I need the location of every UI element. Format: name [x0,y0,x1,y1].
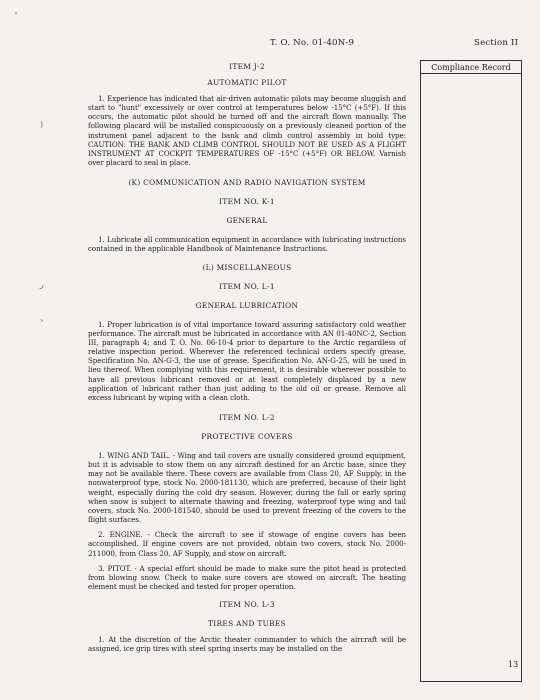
item-heading: ITEM NO. L-3 [219,600,275,610]
paragraph: 1. Experience has indicated that air-driven automatic pilots may become sluggish and start to "hunt" excessively or over control at temperatures below -15°C (+5°F). If this occurs, the automatic pilot should be turned off and the aircraft flown manually. The following placard will be installed conspicuously on a previously cleaned portion of the instrument panel adjacent to the bank and climb control assembly in bold type: CAUTION: THE BANK AND CLIMB CONTROL SHOULD NOT BE USED AS A FLIGHT INSTRUMENT AT COCKPIT TEMPERATURES OF -15°C (+5°F) OR BELOW. Varnish over placard to seal in place. [88,94,406,168]
paragraph: 1. At the discretion of the Arctic theater commander to which the aircraft will be assigned, ice grip tires with steel spring inserts may be installed on the [88,635,406,654]
item-title: GENERAL LUBRICATION [195,300,299,310]
document-body [88,62,406,653]
section-heading: (K) COMMUNICATION AND RADIO NAVIGATION SYSTEM [128,178,366,188]
paragraph: 1. WING AND TAIL. - Wing and tail covers are usually considered ground equipment, but it is advisable to stow them on any aircraft destined for an Arctic base, since they may not be available there. These covers are available from Class 20, AF Supply, in the nonwaterproof type, stock No. 2000-181130, which are preferred, because of their light weight, especially during the cold dry season. However, during the fall or early spring when snow is subject to alternate thawing and freezing, waterproof type wing and tail covers, stock No. 2000-181540, should be used to prevent freezing of the covers to the flight surfaces. [88,450,406,525]
item-heading: ITEM J-2 [229,62,265,71]
paragraph: 1. Proper lubrication is of vital importance toward assuring satisfactory cold weather performance. The aircraft must be lubricated in accordance with AN 01-40NC-2, Section III, paragraph 4; and T. O. No. 06-10-4 prior to departure to the Arctic regardless of relative inspection period. Wherever the referenced technical orders specify grease, Specification No. AN-G-3, the use of grease, Specification No. AN-G-25, will be used in lieu thereof. When complying with this requirement, it is desirable wherever possible to have all previous lubricant removed or at least completely displaced by a new application of lubricant rather than just adding to the old oil or grease. Remove all excess lubricant by wiping with a clean cloth. [88,319,406,402]
item-title: GENERAL [226,216,268,226]
item-title: TIRES AND TUBES [208,619,286,629]
item-title: AUTOMATIC PILOT [207,78,287,87]
scan-mark: ˇ [14,12,18,21]
paragraph: 3. PITOT. - A special effort should be made to make sure the pitot head is protected from blowing snow. Check to make sure covers are stowed on aircraft. The heating element must be checked and tested for proper operation. [88,563,406,591]
compliance-record-title: Compliance Record [421,61,521,74]
scan-mark: ر [40,280,44,289]
item-heading: ITEM NO. K-1 [219,197,275,207]
item-heading: ITEM NO. L-2 [219,412,275,422]
compliance-record-column [420,60,522,682]
item-title: PROTECTIVE COVERS [201,431,293,441]
section-label: Section II [474,38,519,48]
section-heading: (L) MISCELLANEOUS [202,262,292,272]
scan-mark: ) [40,120,44,129]
item-heading: ITEM NO. L-1 [219,281,275,291]
paragraph: 2. ENGINE. - Check the aircraft to see if stowage of engine covers has been accomplished. If engine covers are not provided, obtain two covers, stock No. 2000-211000, from Class 20, AF Supply, and stow on aircraft. [88,530,406,558]
scan-mark: › [40,316,44,325]
page-number: 13 [508,660,519,669]
paragraph: 1. Lubricate all communication equipment in accordance with lubricating instructions contained in the applicable Handbook of Maintenance Instructions. [88,235,406,254]
technical-order-number: T. O. No. 01-40N-9 [270,38,355,48]
